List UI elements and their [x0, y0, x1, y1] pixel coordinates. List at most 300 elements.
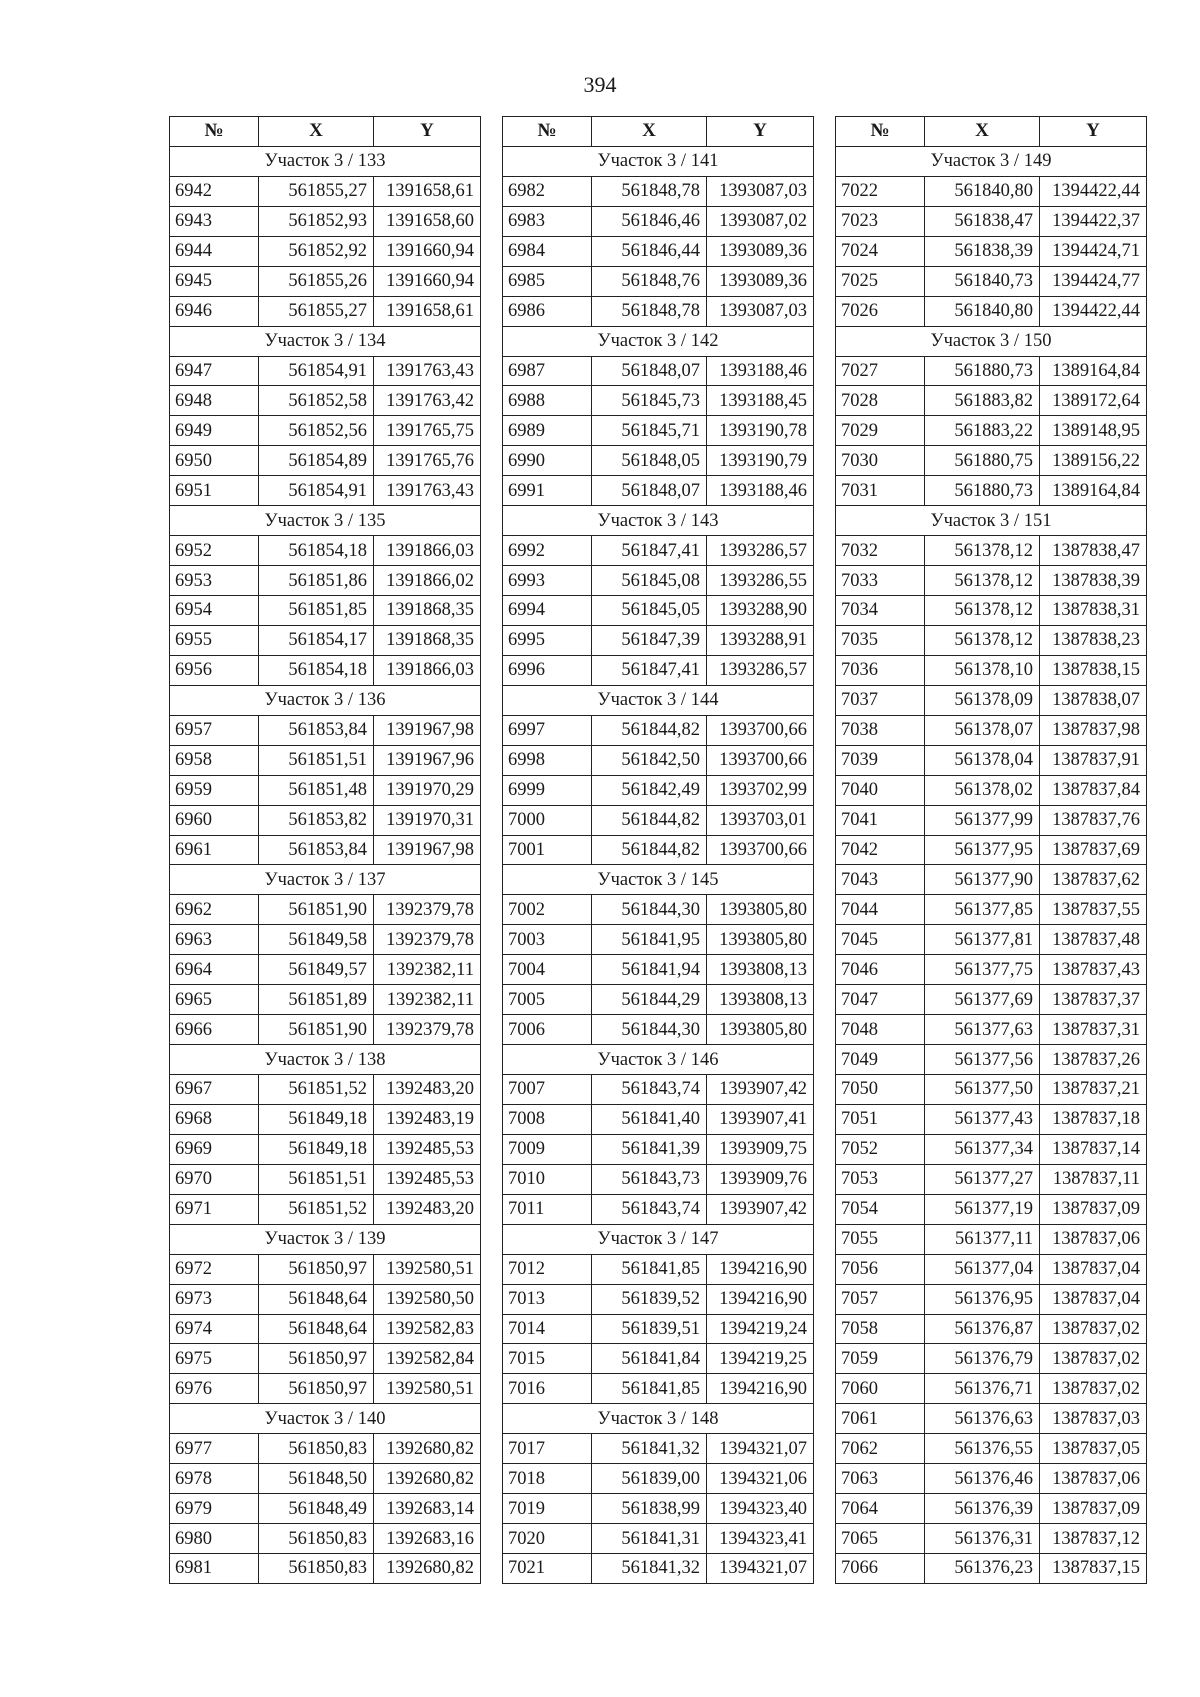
table-row: [503, 1104, 814, 1134]
x-coordinate: 561848,07: [592, 356, 707, 386]
table-row: [836, 775, 1147, 805]
table-row: [170, 895, 481, 925]
y-coordinate: 1387837,14: [1040, 1134, 1147, 1164]
y-coordinate: 1394424,71: [1040, 236, 1147, 266]
y-coordinate: 1391970,31: [374, 805, 481, 835]
x-coordinate: 561378,12: [925, 596, 1040, 626]
point-number: 7039: [836, 745, 925, 775]
table-row: [836, 1045, 1147, 1075]
table-row: [503, 206, 814, 236]
y-coordinate: 1391868,35: [374, 625, 481, 655]
table-row: [170, 1494, 481, 1524]
table-row: [503, 1134, 814, 1164]
y-coordinate: 1393702,99: [707, 775, 814, 805]
x-coordinate: 561850,97: [259, 1254, 374, 1284]
table-row: [836, 715, 1147, 745]
table-row: [170, 1164, 481, 1194]
point-number: 7008: [503, 1104, 592, 1134]
section-row: [503, 506, 814, 536]
section-row: [503, 1224, 814, 1254]
y-coordinate: 1387837,06: [1040, 1224, 1147, 1254]
x-coordinate: 561854,17: [259, 625, 374, 655]
y-coordinate: 1391967,96: [374, 745, 481, 775]
y-coordinate: 1387837,62: [1040, 865, 1147, 895]
table-row: [836, 1464, 1147, 1494]
section-title: Участок 3 / 142: [503, 326, 814, 356]
x-coordinate: 561844,82: [592, 805, 707, 835]
y-coordinate: 1394323,41: [707, 1524, 814, 1554]
x-coordinate: 561376,55: [925, 1434, 1040, 1464]
y-coordinate: 1392680,82: [374, 1464, 481, 1494]
point-number: 7052: [836, 1134, 925, 1164]
section-row: [170, 865, 481, 895]
point-number: 6969: [170, 1134, 259, 1164]
x-coordinate: 561848,78: [592, 296, 707, 326]
y-coordinate: 1392580,51: [374, 1374, 481, 1404]
x-coordinate: 561841,85: [592, 1254, 707, 1284]
table-row: [170, 1464, 481, 1494]
x-coordinate: 561838,39: [925, 236, 1040, 266]
point-number: 7032: [836, 536, 925, 566]
table-row: [836, 1404, 1147, 1434]
x-coordinate: 561378,04: [925, 745, 1040, 775]
section-title: Участок 3 / 136: [170, 685, 481, 715]
point-number: 7053: [836, 1164, 925, 1194]
y-coordinate: 1387837,43: [1040, 955, 1147, 985]
x-coordinate: 561377,04: [925, 1254, 1040, 1284]
table-row: [503, 266, 814, 296]
point-number: 6946: [170, 296, 259, 326]
point-number: 6979: [170, 1494, 259, 1524]
table-row: [170, 176, 481, 206]
point-number: 7055: [836, 1224, 925, 1254]
table-row: [503, 1464, 814, 1494]
table-row: [503, 416, 814, 446]
y-coordinate: 1391658,60: [374, 206, 481, 236]
table-row: [170, 1075, 481, 1105]
x-coordinate: 561377,27: [925, 1164, 1040, 1194]
point-number: 7048: [836, 1015, 925, 1045]
x-coordinate: 561851,86: [259, 566, 374, 596]
y-coordinate: 1393700,66: [707, 835, 814, 865]
x-coordinate: 561845,71: [592, 416, 707, 446]
y-coordinate: 1391868,35: [374, 596, 481, 626]
point-number: 6959: [170, 775, 259, 805]
x-coordinate: 561842,49: [592, 775, 707, 805]
x-coordinate: 561377,11: [925, 1224, 1040, 1254]
point-number: 7014: [503, 1314, 592, 1344]
point-number: 7035: [836, 625, 925, 655]
table-row: [836, 416, 1147, 446]
y-coordinate: 1394321,07: [707, 1434, 814, 1464]
section-row: [503, 1045, 814, 1075]
table-row: [170, 356, 481, 386]
table-row: [836, 955, 1147, 985]
x-coordinate: 561851,52: [259, 1075, 374, 1105]
x-coordinate: 561850,97: [259, 1374, 374, 1404]
section-row: [170, 146, 481, 176]
table-row: [836, 745, 1147, 775]
y-coordinate: 1393907,41: [707, 1104, 814, 1134]
y-coordinate: 1393288,91: [707, 625, 814, 655]
table-row: [170, 296, 481, 326]
x-coordinate: 561378,02: [925, 775, 1040, 805]
table-row: [503, 1344, 814, 1374]
section-row: [503, 685, 814, 715]
point-number: 6943: [170, 206, 259, 236]
table-row: [170, 805, 481, 835]
x-coordinate: 561852,58: [259, 386, 374, 416]
point-number: 6970: [170, 1164, 259, 1194]
table-row: [170, 1374, 481, 1404]
table-row: [836, 895, 1147, 925]
y-coordinate: 1387837,98: [1040, 715, 1147, 745]
x-coordinate: 561852,93: [259, 206, 374, 236]
point-number: 7054: [836, 1194, 925, 1224]
x-coordinate: 561851,89: [259, 985, 374, 1015]
x-coordinate: 561847,41: [592, 655, 707, 685]
table-row: [503, 386, 814, 416]
table-row: [503, 1284, 814, 1314]
table-row: [836, 1374, 1147, 1404]
section-title: Участок 3 / 144: [503, 685, 814, 715]
table-row: [836, 536, 1147, 566]
y-coordinate: 1394422,44: [1040, 176, 1147, 206]
x-coordinate: 561851,90: [259, 1015, 374, 1045]
table-row: [836, 925, 1147, 955]
point-number: 6993: [503, 566, 592, 596]
point-number: 7027: [836, 356, 925, 386]
point-number: 7025: [836, 266, 925, 296]
header-row: [170, 117, 481, 147]
table-row: [503, 1194, 814, 1224]
y-coordinate: 1391763,42: [374, 386, 481, 416]
point-number: 7010: [503, 1164, 592, 1194]
x-coordinate: 561847,39: [592, 625, 707, 655]
section-row: [503, 1404, 814, 1434]
y-coordinate: 1393805,80: [707, 1015, 814, 1045]
y-coordinate: 1392382,11: [374, 955, 481, 985]
point-number: 6957: [170, 715, 259, 745]
y-coordinate: 1391763,43: [374, 356, 481, 386]
x-coordinate: 561851,51: [259, 745, 374, 775]
table-row: [836, 446, 1147, 476]
table-row: [836, 176, 1147, 206]
point-number: 6967: [170, 1075, 259, 1105]
x-coordinate: 561850,97: [259, 1344, 374, 1374]
y-coordinate: 1394321,07: [707, 1554, 814, 1584]
table-row: [503, 1075, 814, 1105]
point-number: 6973: [170, 1284, 259, 1314]
x-coordinate: 561377,50: [925, 1075, 1040, 1105]
y-coordinate: 1387837,09: [1040, 1494, 1147, 1524]
table-row: [836, 1524, 1147, 1554]
table-row: [170, 985, 481, 1015]
x-coordinate: 561854,91: [259, 476, 374, 506]
section-row: [170, 1045, 481, 1075]
point-number: 7060: [836, 1374, 925, 1404]
y-coordinate: 1392379,78: [374, 895, 481, 925]
x-coordinate: 561376,63: [925, 1404, 1040, 1434]
y-coordinate: 1387838,47: [1040, 536, 1147, 566]
y-coordinate: 1387837,15: [1040, 1554, 1147, 1584]
point-number: 6974: [170, 1314, 259, 1344]
table-row: [836, 1344, 1147, 1374]
point-number: 7019: [503, 1494, 592, 1524]
table-row: [170, 446, 481, 476]
point-number: 6997: [503, 715, 592, 745]
x-coordinate: 561847,41: [592, 536, 707, 566]
section-title: Участок 3 / 138: [170, 1045, 481, 1075]
point-number: 7058: [836, 1314, 925, 1344]
table-row: [836, 266, 1147, 296]
x-coordinate: 561883,22: [925, 416, 1040, 446]
table-row: [503, 446, 814, 476]
table-row: [503, 1554, 814, 1584]
y-coordinate: 1393190,78: [707, 416, 814, 446]
table-row: [503, 476, 814, 506]
y-coordinate: 1387837,02: [1040, 1344, 1147, 1374]
x-coordinate: 561844,82: [592, 715, 707, 745]
point-number: 6963: [170, 925, 259, 955]
x-coordinate: 561848,50: [259, 1464, 374, 1494]
x-coordinate: 561851,52: [259, 1194, 374, 1224]
y-coordinate: 1391763,43: [374, 476, 481, 506]
point-number: 7002: [503, 895, 592, 925]
x-coordinate: 561377,19: [925, 1194, 1040, 1224]
y-coordinate: 1394216,90: [707, 1374, 814, 1404]
x-coordinate: 561848,64: [259, 1314, 374, 1344]
x-coordinate: 561880,73: [925, 476, 1040, 506]
point-number: 6976: [170, 1374, 259, 1404]
y-coordinate: 1387837,11: [1040, 1164, 1147, 1194]
point-number: 7020: [503, 1524, 592, 1554]
table-row: [836, 685, 1147, 715]
point-number: 7017: [503, 1434, 592, 1464]
x-coordinate: 561848,49: [259, 1494, 374, 1524]
section-title: Участок 3 / 143: [503, 506, 814, 536]
table-row: [503, 835, 814, 865]
y-coordinate: 1394219,24: [707, 1314, 814, 1344]
y-coordinate: 1393909,75: [707, 1134, 814, 1164]
x-coordinate: 561849,57: [259, 955, 374, 985]
page-number: 394: [583, 72, 617, 97]
y-coordinate: 1387837,02: [1040, 1374, 1147, 1404]
x-coordinate: 561853,82: [259, 805, 374, 835]
section-row: [170, 1404, 481, 1434]
y-coordinate: 1393907,42: [707, 1075, 814, 1105]
point-number: 6998: [503, 745, 592, 775]
table-row: [170, 955, 481, 985]
y-coordinate: 1389156,22: [1040, 446, 1147, 476]
x-coordinate: 561378,10: [925, 655, 1040, 685]
y-coordinate: 1387838,07: [1040, 685, 1147, 715]
table-row: [170, 715, 481, 745]
point-number: 7003: [503, 925, 592, 955]
x-coordinate: 561854,18: [259, 655, 374, 685]
table-row: [836, 1314, 1147, 1344]
y-coordinate: 1393286,57: [707, 655, 814, 685]
y-coordinate: 1394424,77: [1040, 266, 1147, 296]
point-number: 7016: [503, 1374, 592, 1404]
x-coordinate: 561840,80: [925, 176, 1040, 206]
table-row: [836, 476, 1147, 506]
x-coordinate: 561378,12: [925, 625, 1040, 655]
point-number: 6975: [170, 1344, 259, 1374]
x-coordinate: 561844,30: [592, 895, 707, 925]
point-number: 7066: [836, 1554, 925, 1584]
point-number: 6965: [170, 985, 259, 1015]
x-coordinate: 561844,82: [592, 835, 707, 865]
y-coordinate: 1392379,78: [374, 1015, 481, 1045]
header-number: №: [503, 117, 592, 147]
y-coordinate: 1387837,02: [1040, 1314, 1147, 1344]
x-coordinate: 561849,18: [259, 1134, 374, 1164]
point-number: 7029: [836, 416, 925, 446]
y-coordinate: 1393288,90: [707, 596, 814, 626]
coordinates-table-1: [169, 116, 481, 1584]
section-title: Участок 3 / 140: [170, 1404, 481, 1434]
table-row: [170, 416, 481, 446]
x-coordinate: 561850,83: [259, 1554, 374, 1584]
point-number: 6955: [170, 625, 259, 655]
table-row: [503, 296, 814, 326]
y-coordinate: 1387837,91: [1040, 745, 1147, 775]
table-row: [503, 566, 814, 596]
y-coordinate: 1391970,29: [374, 775, 481, 805]
y-coordinate: 1391765,76: [374, 446, 481, 476]
x-coordinate: 561841,31: [592, 1524, 707, 1554]
y-coordinate: 1387837,06: [1040, 1464, 1147, 1494]
point-number: 6992: [503, 536, 592, 566]
y-coordinate: 1392485,53: [374, 1134, 481, 1164]
section-row: [836, 326, 1147, 356]
y-coordinate: 1393087,03: [707, 296, 814, 326]
table-row: [170, 835, 481, 865]
y-coordinate: 1387837,18: [1040, 1104, 1147, 1134]
table-row: [836, 1224, 1147, 1254]
point-number: 6942: [170, 176, 259, 206]
y-coordinate: 1389172,64: [1040, 386, 1147, 416]
x-coordinate: 561376,79: [925, 1344, 1040, 1374]
header-y: Y: [1040, 117, 1147, 147]
x-coordinate: 561376,95: [925, 1284, 1040, 1314]
y-coordinate: 1387837,26: [1040, 1045, 1147, 1075]
x-coordinate: 561376,23: [925, 1554, 1040, 1584]
point-number: 7062: [836, 1434, 925, 1464]
x-coordinate: 561841,40: [592, 1104, 707, 1134]
y-coordinate: 1387837,84: [1040, 775, 1147, 805]
section-row: [836, 506, 1147, 536]
x-coordinate: 561376,31: [925, 1524, 1040, 1554]
x-coordinate: 561839,00: [592, 1464, 707, 1494]
x-coordinate: 561880,73: [925, 356, 1040, 386]
table-row: [170, 536, 481, 566]
point-number: 6982: [503, 176, 592, 206]
y-coordinate: 1393907,42: [707, 1194, 814, 1224]
point-number: 7005: [503, 985, 592, 1015]
table-row: [503, 955, 814, 985]
header-row: [836, 117, 1147, 147]
x-coordinate: 561377,95: [925, 835, 1040, 865]
table-row: [503, 356, 814, 386]
y-coordinate: 1391660,94: [374, 236, 481, 266]
x-coordinate: 561842,50: [592, 745, 707, 775]
y-coordinate: 1387837,31: [1040, 1015, 1147, 1045]
table-row: [836, 1015, 1147, 1045]
y-coordinate: 1393089,36: [707, 236, 814, 266]
section-title: Участок 3 / 149: [836, 146, 1147, 176]
y-coordinate: 1394216,90: [707, 1254, 814, 1284]
y-coordinate: 1393909,76: [707, 1164, 814, 1194]
x-coordinate: 561844,29: [592, 985, 707, 1015]
point-number: 7022: [836, 176, 925, 206]
y-coordinate: 1387837,37: [1040, 985, 1147, 1015]
table-row: [170, 1314, 481, 1344]
x-coordinate: 561855,26: [259, 266, 374, 296]
x-coordinate: 561849,58: [259, 925, 374, 955]
table-row: [503, 1494, 814, 1524]
y-coordinate: 1393700,66: [707, 745, 814, 775]
x-coordinate: 561855,27: [259, 176, 374, 206]
x-coordinate: 561840,80: [925, 296, 1040, 326]
point-number: 6983: [503, 206, 592, 236]
section-row: [836, 146, 1147, 176]
x-coordinate: 561843,74: [592, 1194, 707, 1224]
point-number: 7033: [836, 566, 925, 596]
y-coordinate: 1393808,13: [707, 955, 814, 985]
x-coordinate: 561854,18: [259, 536, 374, 566]
x-coordinate: 561377,85: [925, 895, 1040, 925]
x-coordinate: 561845,05: [592, 596, 707, 626]
point-number: 7036: [836, 655, 925, 685]
y-coordinate: 1393087,02: [707, 206, 814, 236]
point-number: 7050: [836, 1075, 925, 1105]
table-row: [503, 1254, 814, 1284]
y-coordinate: 1394321,06: [707, 1464, 814, 1494]
x-coordinate: 561377,63: [925, 1015, 1040, 1045]
x-coordinate: 561377,81: [925, 925, 1040, 955]
y-coordinate: 1392683,14: [374, 1494, 481, 1524]
point-number: 7026: [836, 296, 925, 326]
table-row: [503, 176, 814, 206]
table-row: [170, 1344, 481, 1374]
point-number: 7057: [836, 1284, 925, 1314]
y-coordinate: 1392580,50: [374, 1284, 481, 1314]
y-coordinate: 1391658,61: [374, 176, 481, 206]
x-coordinate: 561848,78: [592, 176, 707, 206]
table-row: [170, 925, 481, 955]
point-number: 7004: [503, 955, 592, 985]
point-number: 7065: [836, 1524, 925, 1554]
x-coordinate: 561851,90: [259, 895, 374, 925]
y-coordinate: 1394422,44: [1040, 296, 1147, 326]
table-row: [836, 386, 1147, 416]
x-coordinate: 561854,89: [259, 446, 374, 476]
point-number: 7034: [836, 596, 925, 626]
y-coordinate: 1392379,78: [374, 925, 481, 955]
table-row: [836, 566, 1147, 596]
table-row: [503, 1314, 814, 1344]
table-row: [170, 236, 481, 266]
point-number: 6961: [170, 835, 259, 865]
point-number: 7063: [836, 1464, 925, 1494]
y-coordinate: 1394323,40: [707, 1494, 814, 1524]
section-title: Участок 3 / 141: [503, 146, 814, 176]
point-number: 6988: [503, 386, 592, 416]
y-coordinate: 1393188,46: [707, 476, 814, 506]
point-number: 6948: [170, 386, 259, 416]
